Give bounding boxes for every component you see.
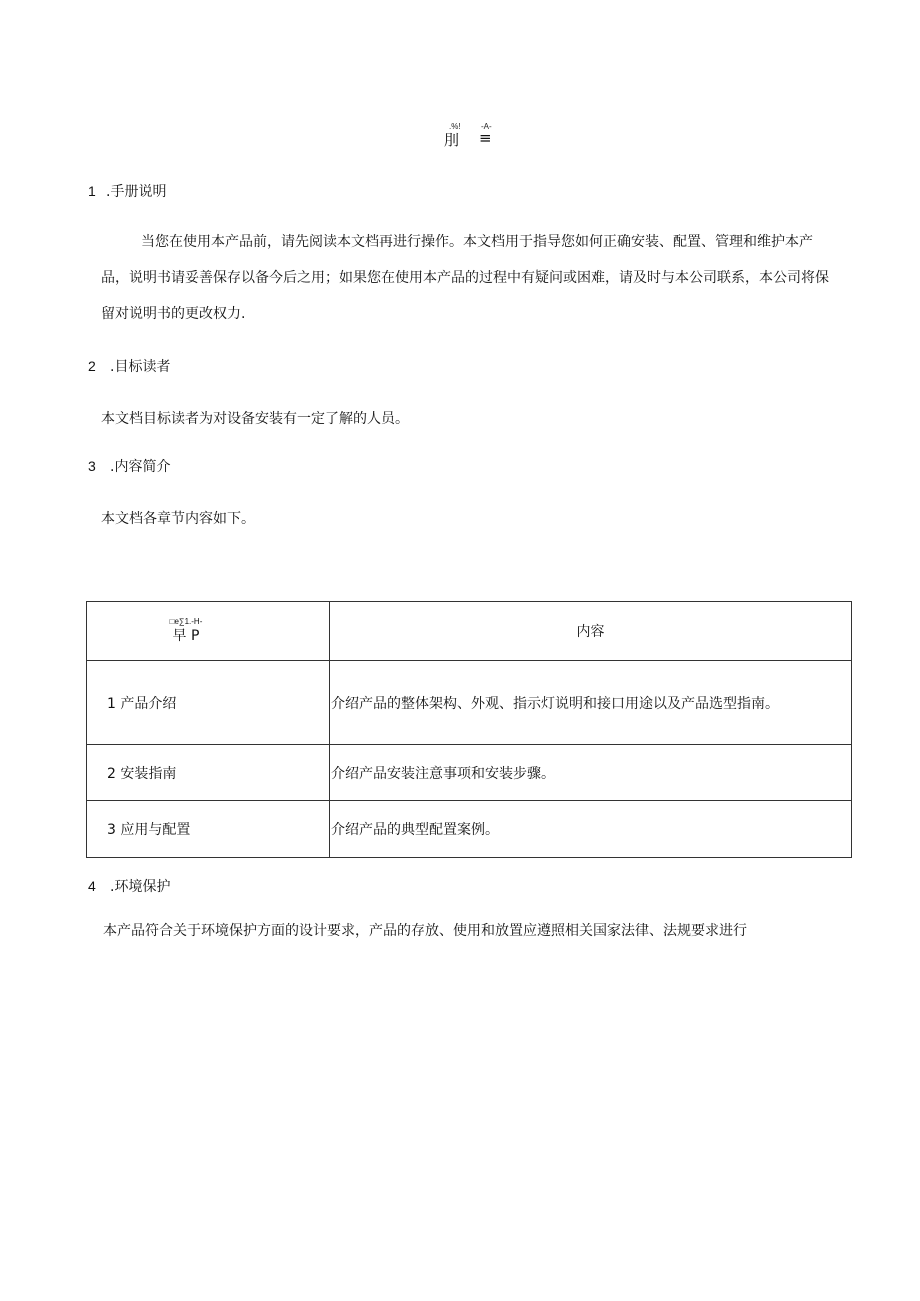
table-header-row bbox=[87, 602, 852, 661]
chapter-cell: 2 安装指南 bbox=[87, 745, 330, 801]
content-cell: 介绍产品安装注意事项和安装步骤。 bbox=[330, 745, 852, 801]
section-1-line-1: 当您在使用本产品前，请先阅读本文档再进行操作。本文档用于指导您如何正确安装、配置、管理和维护本产 bbox=[141, 234, 813, 250]
section-title: .目标读者 bbox=[110, 359, 171, 375]
title-fragment-small-right: -A- bbox=[481, 122, 492, 131]
chapter-cell: 3 应用与配置 bbox=[87, 801, 330, 858]
section-heading-3 bbox=[88, 457, 170, 476]
header-chapter-fragment: □e∑1.-H- bbox=[169, 617, 203, 626]
header-chapter-label: 早 P bbox=[172, 628, 200, 644]
section-4-line-1: 本产品符合关于环境保护方面的设计要求，产品的存放、使用和放置应遵照相关国家法律、法规要求进行 bbox=[103, 923, 747, 939]
chapter-contents-table bbox=[86, 601, 852, 858]
content-cell: 介绍产品的整体架构、外观、指示灯说明和接口用途以及产品选型指南。 bbox=[330, 661, 852, 745]
section-heading-4 bbox=[88, 877, 170, 896]
title-fragment-small-left: .%! bbox=[449, 122, 461, 131]
section-heading-2 bbox=[88, 357, 170, 376]
section-title: .内容简介 bbox=[110, 459, 171, 475]
table-row bbox=[87, 801, 852, 858]
section-number: 3 bbox=[88, 458, 96, 474]
table-row bbox=[87, 661, 852, 745]
section-2-line-1: 本文档目标读者为对设备安装有一定了解的人员。 bbox=[101, 411, 409, 427]
section-title: .环境保护 bbox=[110, 879, 171, 895]
section-number: 1 bbox=[88, 183, 96, 199]
title-char-left: 刖 bbox=[444, 131, 460, 149]
section-heading-1 bbox=[88, 182, 166, 201]
chapter-cell: 1 产品介绍 bbox=[87, 661, 330, 745]
section-3-line-1: 本文档各章节内容如下。 bbox=[101, 511, 255, 527]
header-cell-chapter bbox=[87, 602, 330, 661]
content-cell: 介绍产品的典型配置案例。 bbox=[330, 801, 852, 858]
title-char-right: ≡ bbox=[479, 129, 492, 147]
section-number: 2 bbox=[88, 358, 96, 374]
section-1-line-3: 留对说明书的更改权力. bbox=[101, 306, 246, 322]
table-row bbox=[87, 745, 852, 801]
header-cell-content: 内容 bbox=[330, 602, 852, 661]
section-title: .手册说明 bbox=[106, 184, 167, 200]
section-1-line-2: 品，说明书请妥善保存以备今后之用；如果您在使用本产品的过程中有疑问或困难，请及时与本公司联系，本公司将保 bbox=[101, 270, 829, 286]
section-number: 4 bbox=[88, 878, 96, 894]
